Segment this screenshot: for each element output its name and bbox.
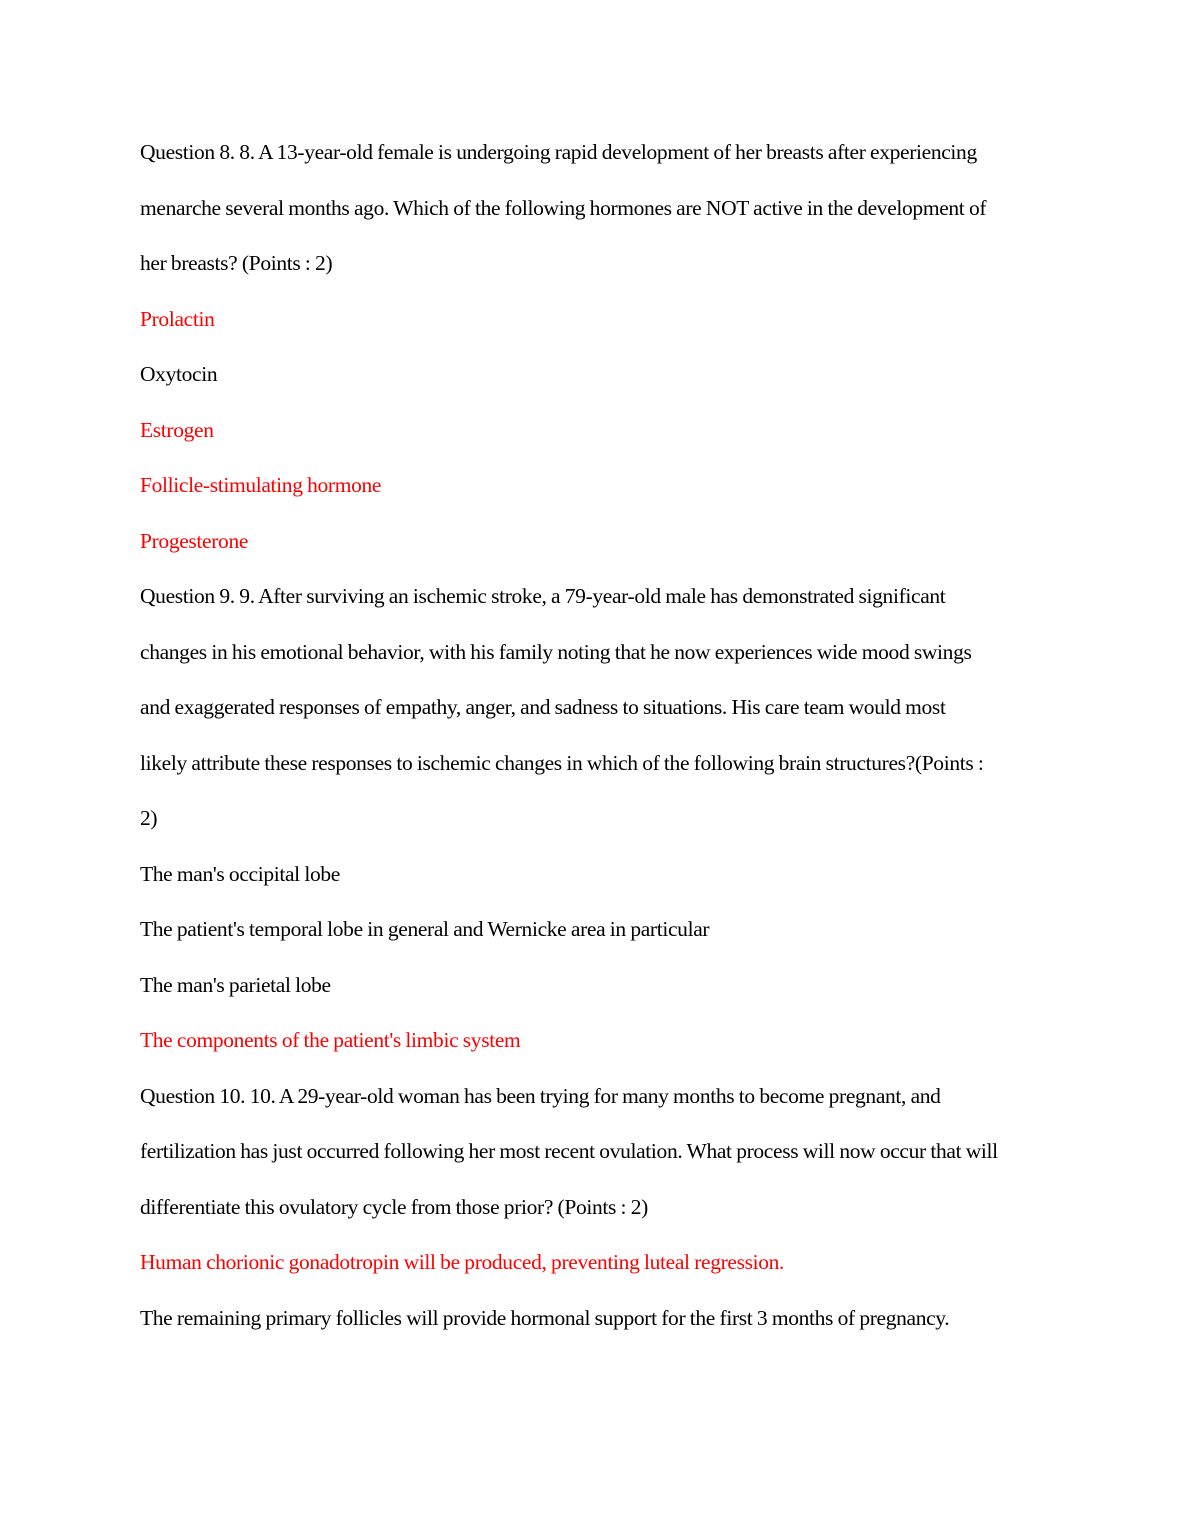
question-8-prompt-line: Question 8. 8. A 13-year-old female is undergoing rapid development of her breasts after experiencing (140, 140, 977, 164)
question-9-prompt-line: changes in his emotional behavior, with his family noting that he now experiences wide mood swings (140, 639, 972, 664)
question-9-prompt-line: likely attribute these responses to ischemic changes in which of the following brain structures?(Points : (140, 750, 984, 775)
question-8-option-progesterone: Progesterone (140, 528, 249, 553)
question-8-option-estrogen: Estrogen (140, 417, 214, 442)
question-10-prompt-line: Question 10. 10. A 29-year-old woman has been trying for many months to become pregnant, and (140, 1083, 941, 1108)
question-10 (140, 1069, 1060, 1347)
question-9-prompt-line: Question 9. 9. After surviving an ischemic stroke, a 79-year-old male has demonstrated significant (140, 584, 946, 608)
question-10-option-primary-follicles: The remaining primary follicles will provide hormonal support for the first 3 months of pregnancy. (140, 1305, 950, 1330)
question-10-option-hcg: Human chorionic gonadotropin will be produced, preventing luteal regression. (140, 1250, 785, 1274)
question-10-prompt-line: differentiate this ovulatory cycle from those prior? (Points : 2) (140, 1194, 648, 1219)
question-8-option-prolactin: Prolactin (140, 306, 215, 331)
question-8-prompt-line: menarche several months ago. Which of the following hormones are NOT active in the development of (140, 195, 987, 220)
question-9-option-limbic: The components of the patient's limbic system (140, 1028, 521, 1052)
question-8-prompt-line: her breasts? (Points : 2) (140, 251, 333, 275)
question-9 (140, 569, 1060, 1069)
question-10-prompt-line: fertilization has just occurred following her most recent ovulation. What process will now occur that will (140, 1139, 998, 1163)
question-9-option-temporal: The patient's temporal lobe in general and Wernicke area in particular (140, 917, 710, 941)
question-9-option-parietal: The man's parietal lobe (140, 972, 331, 997)
question-9-prompt-line: and exaggerated responses of empathy, anger, and sadness to situations. His care team would most (140, 695, 946, 719)
question-8-option-oxytocin: Oxytocin (140, 362, 218, 386)
question-8 (140, 125, 1060, 569)
question-8-option-fsh: Follicle-stimulating hormone (140, 473, 382, 497)
document-page (140, 125, 1060, 1346)
question-9-prompt-line: 2) (140, 806, 158, 830)
question-9-option-occipital: The man's occipital lobe (140, 861, 340, 886)
